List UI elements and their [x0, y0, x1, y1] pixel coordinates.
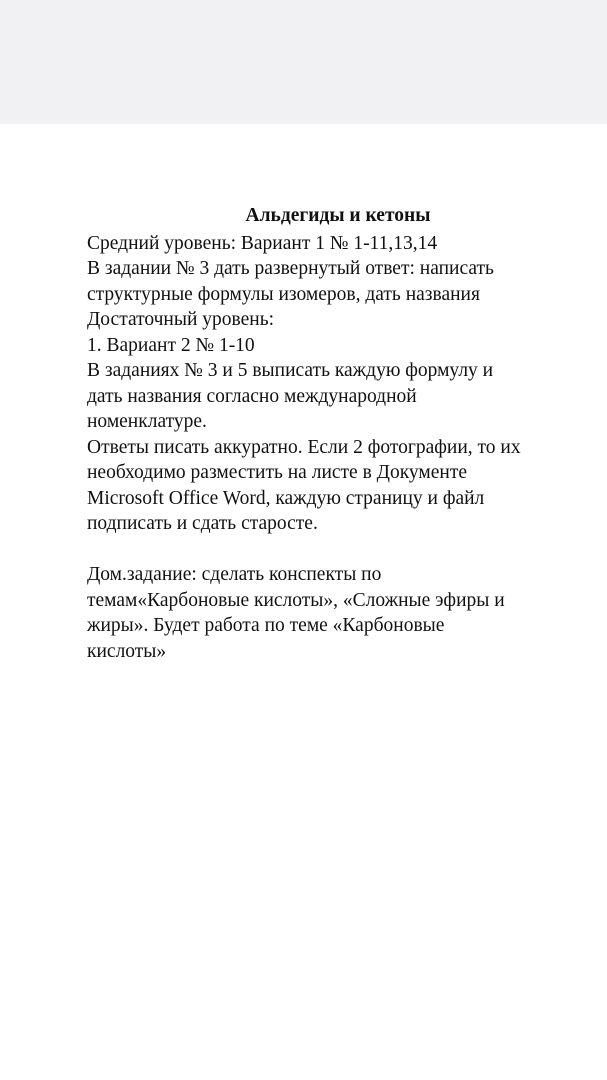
text-line: подписать и сдать старосте.: [87, 513, 318, 534]
text-line: В заданиях № 3 и 5 выписать каждую формулу и: [87, 360, 494, 381]
text-line: структурные формулы изомеров, дать названия: [87, 283, 480, 305]
document-title: Альдегиды и кетоны: [245, 205, 431, 226]
text-line: необходимо разместить на листе в Документе: [87, 462, 468, 483]
text-line: Средний уровень: Вариант 1 № 1-11,13,14: [87, 232, 438, 254]
top-gray-band: [0, 0, 607, 124]
text-line: дать названия согласно международной: [87, 385, 417, 407]
text-line: номенклатуре.: [87, 411, 207, 432]
paragraph-gap: [87, 537, 587, 563]
document-page: [0, 124, 607, 1080]
text-line: Достаточный уровень:: [87, 309, 275, 330]
text-line: Microsoft Office Word, каждую страницу и файл: [87, 487, 485, 509]
homework-line: кислоты»: [87, 640, 167, 662]
text-line: 1. Вариант 2 № 1-10: [87, 334, 255, 356]
document-text: [87, 203, 587, 664]
homework-line: Дом.задание: сделать конспекты по: [87, 564, 382, 585]
text-line: Ответы писать аккуратно. Если 2 фотографии, то их: [87, 436, 521, 458]
text-line: В задании № 3 дать развернутый ответ: написать: [87, 258, 494, 279]
homework-line: темам«Карбоновые кислоты», «Сложные эфиры и: [87, 589, 505, 611]
homework-line: жиры». Будет работа по теме «Карбоновые: [87, 615, 445, 636]
